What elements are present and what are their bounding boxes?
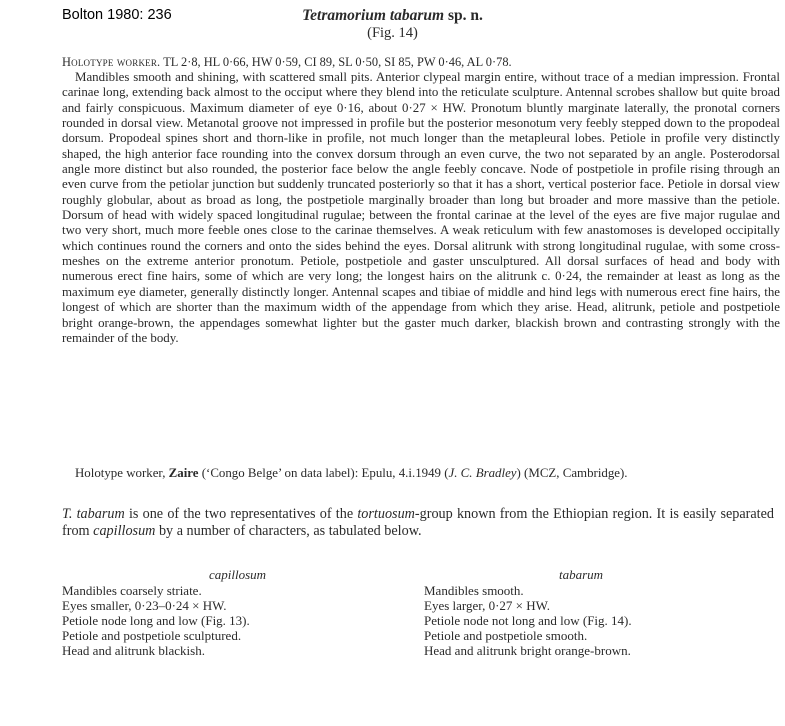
comparison-group: tortuosum [357,506,415,522]
species-name: Tetramorium tabarum [302,7,445,24]
comparison-block [62,506,774,540]
description-block [62,70,780,346]
capillosum-character: Petiole and postpetiole sculptured. [62,628,242,644]
type-locality-block [62,465,780,481]
comparison-text-1: is one of the two representatives of the [128,506,354,522]
type-locality-collector: J. C. Bradley [448,466,517,480]
column-header-capillosum: capillosum [209,567,267,582]
tabarum-character: Mandibles smooth. [424,583,524,599]
species-title [0,7,785,25]
type-locality-paragraph [62,465,780,481]
description-paragraph: Mandibles smooth and shining, with scattered small pits. Anterior clypeal margin entire, without trace of a median impression. Frontal carinae long, extending back almost to the occiput where they blend into the reticulate sculpture. Antennal scrobes shallow but quite broad and fairly conspicuous. Maximum diameter of eye 0·16, about 0·27 × HW. Pronotum bluntly marginate laterally, the pronotal corners rounded in dorsal view. Metanotal groove not impressed in profile but the posterior mesonotum very feebly stepped down to the propodeal dorsum. Propodeal spines short and thorn-like in profile, not much longer than the metapleural lobes. Petiole in profile very distinctly shaped, the high anterior face rounding into the convex dorsum through an even curve, the two not separated by an angle. Posterodorsal angle more distinct but also rounded, the posterior face below the angle feebly concave. Node of postpetiole in profile rising through an even curve from the petiolar junction but suddenly truncated posteriorly so that it has a short, vertical posterior face. Petiole in dorsal view roughly globular, about as broad as long, the postpetiole marginally broader than long but broader and more massive than the petiole. Dorsum of head with widely spaced longitudinal rugulae; between the frontal carinae at the level of the eyes are five major rugulae and two very short, much more feeble ones close to the carinae themselves. A weak reticulum with few anastomoses is developed occipitally which continues round the corners and onto the sides behind the eyes. Dorsal alitrunk with strong longitudinal rugulae, with some cross-meshes on the extreme anterior pronotum. Petiole, postpetiole and gaster unsculptured. All dorsal surfaces of head and body with numerous erect fine hairs, some of which are very long; the longest hairs on the alitrunk c. 0·24, the remainder at least as long as the maximum eye diameter, generally distinctly longer. Antennal scapes and tibiae of middle and hind legs with numerous erect fine hairs, the longest of which are shorter than the maximum width of the appendage from which they arise. Head, alitrunk, petiole and postpetiole bright orange-brown, the appendages somewhat lighter but the gaster much darker, blackish brown and contrasting strongly with the remainder of the body. [62,70,780,345]
comparison-text-3: by a number of characters, as tabulated below. [158,523,422,539]
comparison-paragraph [62,506,774,540]
comparison-text-2: -group known from the Ethiopian region. It is easily separated from [62,506,775,539]
capillosum-character: Head and alitrunk blackish. [62,643,205,659]
tabarum-character: Petiole and postpetiole smooth. [424,628,588,644]
holotype-header [62,55,780,70]
species-suffix: sp. n. [447,7,483,24]
comparison-species: T. tabarum [62,506,125,522]
type-locality-middle: (‘Congo Belge’ on data label): Epulu, 4.i.1949 ( [201,466,449,480]
holotype-measurements: TL 2·8, HL 0·66, HW 0·59, CI 89, SL 0·50, SI 85, PW 0·46, AL 0·78. [163,55,512,69]
capillosum-character: Eyes smaller, 0·23–0·24 × HW. [62,598,227,614]
comparison-other-species: capillosum [93,523,156,539]
type-locality-prefix: Holotype worker, [75,466,166,480]
capillosum-character: Mandibles coarsely striate. [62,583,202,599]
type-locality-suffix: ) (MCZ, Cambridge). [516,466,628,480]
figure-reference: (Fig. 14) [367,25,418,41]
column-header-tabarum: tabarum [559,567,604,582]
type-locality-country: Zaire [168,466,199,480]
holotype-label: Holotype worker. [62,55,161,69]
citation-label: Bolton 1980: 236 [62,7,172,23]
capillosum-character: Petiole node long and low (Fig. 13). [62,613,250,629]
comparison-column-capillosum [62,567,382,659]
tabarum-character: Head and alitrunk bright orange-brown. [424,643,631,659]
comparison-column-tabarum [424,567,764,659]
tabarum-character: Petiole node not long and low (Fig. 14). [424,613,632,629]
tabarum-character: Eyes larger, 0·27 × HW. [424,598,550,614]
